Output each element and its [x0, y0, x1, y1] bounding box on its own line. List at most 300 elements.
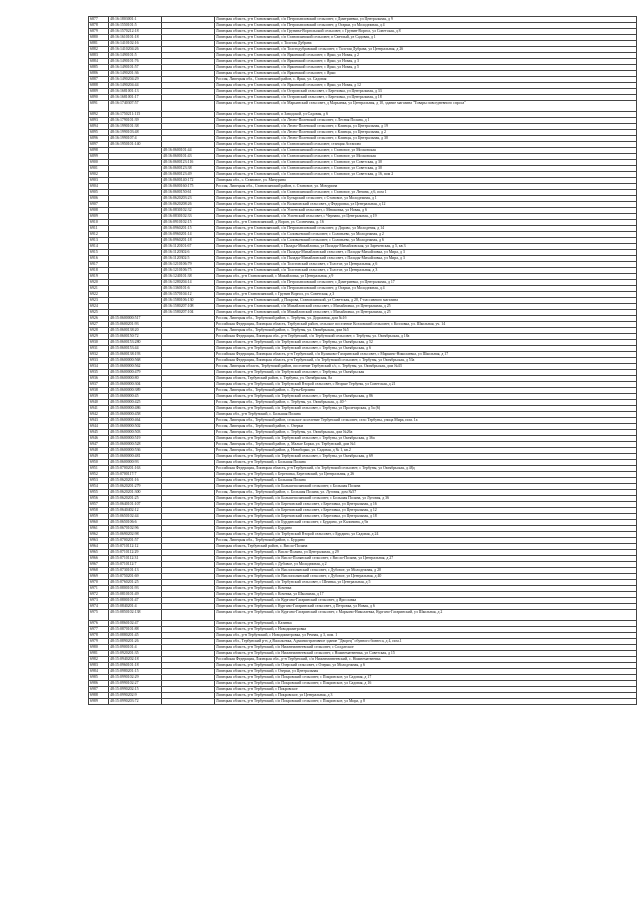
address-cell: Липецкая область, р-н Тербунский, с/п Бурдинский сельсовет, с Бурдино, ул Калинина, д 9а	[215, 520, 637, 526]
cadastral-number-cell: 48:15:0900101:4	[109, 645, 162, 651]
address-cell: Липецкая обл., р-н Тербунский, с. Большая Поляна	[215, 412, 637, 418]
cadastral-number-cell: 48:15:0940202:18	[109, 657, 162, 663]
row-number-cell: 6895	[89, 130, 109, 136]
row-number-cell: 6983	[89, 663, 109, 669]
row-number-cell: 6888	[89, 83, 109, 89]
related-cadastral-number-cell: 48:16:0830102:33	[162, 214, 215, 220]
cadastral-number-cell: 48:15:0700117:7	[109, 472, 162, 478]
cadastral-number-cell: 48:15:0850102:138	[109, 610, 162, 621]
related-cadastral-number-cell	[162, 699, 215, 705]
address-cell: Липецкая область, р-н Становлянский, с/п Петропавловский сельсовет, с Дмитриевка, ул Центральная, д 9	[215, 17, 637, 23]
address-cell: Россия, Липецкая обл., Тербунский район, с. Луты-Берлина	[215, 388, 637, 394]
address-cell: Липецкая область, р-н Становлянский, п Заводской, ул Садовая, д 6	[215, 112, 637, 118]
cadastral-number-cell: 48:15:0600201:93	[109, 322, 162, 328]
address-cell: Россия, Липецкая обл., Тербунский район, с. Тербуны, ул. Дорожная, дом №1б	[215, 316, 637, 322]
row-number-cell: 6941	[89, 406, 109, 412]
row-number-cell: 6919	[89, 274, 109, 280]
related-cadastral-number-cell: 48:16:0600123:49	[162, 172, 215, 178]
row-number-cell: 6933	[89, 358, 109, 364]
row-number-cell: 6937	[89, 382, 109, 388]
address-cell: Липецкая область, р-н Становлянский, с/п Соловьевский сельсовет, с Соловьево, ул Молодежная, д 6	[215, 238, 637, 244]
cadastral-number-cell: 48:15:0600000:562	[109, 364, 162, 370]
address-cell: Липецкая область, р-н Тербунский, с/п Тербунский Второй сельсовет, с Вторые Тербуны, ул Советская, д 21	[215, 382, 637, 388]
address-cell: Липецкая обл., р-н Тербунский, с Новодимитровка, ул Речная, д 3, пом. 1	[215, 633, 637, 639]
row-number-cell: 6970	[89, 580, 109, 586]
cadastral-number-cell: 48:15:0760201:25	[109, 580, 162, 586]
address-cell: Россия, Липецкая обл., Тербунский район, с. Бурдино	[215, 538, 637, 544]
row-number-cell: 6978	[89, 633, 109, 639]
row-number-cell: 6953	[89, 478, 109, 484]
address-cell: Липецкая область, р-н Становлянский, с/п Бутырский сельсовет, с Становое, ул Молодежная, д 1	[215, 196, 637, 202]
address-cell: Липецкая область, р-н Становлянский, с/п Становлянский сельсовет, с Становое, ул Советская, д 30	[215, 160, 637, 166]
row-number-cell: 6904	[89, 184, 109, 190]
row-number-cell: 6984	[89, 669, 109, 675]
related-cadastral-number-cell: 48:16:1360101:6	[162, 286, 215, 292]
row-number-cell: 6960	[89, 520, 109, 526]
cadastral-number-cell: 48:15:0600153:44	[109, 346, 162, 352]
address-cell: Россия, Липецкая обл., Тербунский район, с. Тербуны, ул. Октябрьская, дом №26а	[215, 430, 637, 436]
cadastral-number-cell: 48:15:0990102:29	[109, 675, 162, 681]
row-number-cell: 6900	[89, 160, 109, 166]
cadastral-number-cell: 48:16:1410204:26	[109, 47, 162, 53]
address-cell: Липецкая область, р-н Тербунский, с/п Тербунский сельсовет, с Тербуны, ул Октябрьская, д 52	[215, 340, 637, 346]
address-cell: Липецкая обл., с. Становое, ул. Мичурина	[215, 178, 637, 184]
address-cell: Липецкая область, Тербунский район, с. Висло-Поляна	[215, 544, 637, 550]
address-cell: Липецкая область, р-н Тербунский, с/п Тербунский сельсовет, с Тербуны, ул Октябрьская, д 86	[215, 394, 637, 400]
address-cell: Россия, Липецкая обл., Тербунский район, сельское поселение Тербунский сельсовет, село Тербуны, улица Мира, пом. 1а	[215, 418, 637, 424]
address-cell: Липецкая область, р-н Тербунский, с/п Березовский сельсовет, с Березовка, ул Центральная, д 12	[215, 508, 637, 514]
row-number-cell: 6902	[89, 172, 109, 178]
row-number-cell: 6964	[89, 544, 109, 550]
row-number-cell: 6905	[89, 190, 109, 196]
address-cell: Липецкая область, р-н Становлянский, с/п Яркинский сельсовет, с Ярки, ул Новая, д 3	[215, 59, 637, 65]
table-row	[89, 101, 637, 112]
row-number-cell: 6971	[89, 586, 109, 592]
cadastral-number-cell: 48:16:1550101:5	[109, 23, 162, 29]
related-cadastral-number-cell: 48:16:0600123:38	[162, 166, 215, 172]
address-cell: Липецкая область, р-н Становлянский, с/п Петропавловский сельсовет, с Дмитриевка, ул Центральная, д 17	[215, 280, 637, 286]
row-number-cell: 6884	[89, 59, 109, 65]
row-number-cell: 6908	[89, 208, 109, 214]
cadastral-number-cell: 48:16:1490101:5	[109, 53, 162, 59]
row-number-cell: 6958	[89, 508, 109, 514]
address-cell: Липецкая область, р-н Тербунский, с Бурдино	[215, 526, 637, 532]
related-cadastral-number-cell	[162, 101, 215, 112]
related-cadastral-number-cell: 48:16:0960201:15	[162, 226, 215, 232]
cadastral-number-cell: 48:15:0600000:425	[109, 400, 162, 406]
cadastral-number-cell: 48:15:0920201:35	[109, 651, 162, 657]
row-number-cell: 6914	[89, 244, 109, 250]
row-number-cell: 6923	[89, 298, 109, 304]
cadastral-number-cell: 48:15:0600000:568	[109, 358, 162, 364]
address-cell: Липецкая область, р-н Тербунский, с/п Тербунский сельсовет, с Тербуны, ул Пролетарская, д 5а (6)	[215, 406, 637, 412]
cadastral-number-cell: 48:15:0600000:464	[109, 418, 162, 424]
row-number-cell: 6890	[89, 95, 109, 101]
cadastral-number-cell: 48:15:0620201:16	[109, 478, 162, 484]
cadastral-number-cell: 48:16:1681001:17	[109, 95, 162, 101]
cadastral-number-cell: 48:15:0600000:486	[109, 406, 162, 412]
address-cell: Липецкая область, р-н Становлянский, с/п Толстовский сельсовет, с Толстое, ул Центральная, д 3	[215, 268, 637, 274]
cadastral-number-cell: 48:15:0750201:69	[109, 574, 162, 580]
cadastral-number-cell: 48:15:0880201:45	[109, 633, 162, 639]
related-cadastral-number-cell: 48:16:0600101:43	[162, 154, 215, 160]
address-cell: Липецкая область, р-н Становлянский, с/п Лесно-Полевской сельсовет, с Лесная Поляна, д 1	[215, 118, 637, 124]
row-number-cell: 6952	[89, 472, 109, 478]
row-number-cell: 6877	[89, 17, 109, 23]
address-cell: Россия, Липецкая обл., Тербунский район, с. Тербуны, ул. Октябрьская, д. 40 ^	[215, 400, 637, 406]
row-number-cell: 6896	[89, 136, 109, 142]
related-cadastral-number-cell: 48:16:1580106:130	[162, 298, 215, 304]
address-cell: Липецкая обл., р-н Становлянский, с Михайловка, ул Центральная, д 9	[215, 274, 637, 280]
row-number-cell: 6959	[89, 514, 109, 520]
address-cell: Российская Федерация, Липецкая область, р-н Тербунский, с/п Куликово-Гагаринский сельсовет, с Марьино-Николаевка, ул Школьная, д 17	[215, 352, 637, 358]
row-number-cell: 6911	[89, 226, 109, 232]
address-cell: Липецкая область, р-н Становлянский, с/п Успенский сельсовет, с Чернава, ул Центральная, д 19	[215, 214, 637, 220]
cadastral-number-cell: 48:15:0710112:29	[109, 550, 162, 556]
cadastral-number-cell: 48:16:1490204:29	[109, 77, 162, 83]
row-number-cell: 6981	[89, 651, 109, 657]
related-cadastral-number-cell: 48:16:0600150:61	[162, 190, 215, 196]
address-cell: Липецкая обл., р-н Становлянский, с Грунин Воргол, ул. Советская, д 3	[215, 292, 637, 298]
row-number-cell: 6972	[89, 592, 109, 598]
related-cadastral-number-cell: 48:16:0620208:26	[162, 202, 215, 208]
address-cell: Липецкая область, р-н Тербунский, с/п Тербунский сельсовет, с Тербуны, ул Октябрьская, д 69	[215, 454, 637, 460]
address-cell: Липецкая область, р-н Тербунский, с Кургано-Гагаринский сельсовет, д Петровка, ул Новая, д 6	[215, 604, 637, 610]
cadastral-number-cell: 48:15:0990203:72	[109, 699, 162, 705]
address-cell: Липецкая область, р-н Становлянский, с Толстая Дубрава	[215, 41, 637, 47]
cadastral-number-cell: 48:15:0690202:98	[109, 532, 162, 538]
cadastral-number-cell: 48:15:0700201:163	[109, 466, 162, 472]
address-cell: Липецкая область, р-н Становлянский, с/п Становлянский сельсовет, с Становое, ул Советская, д 16, пом 2	[215, 172, 637, 178]
address-cell: Липецкая область, р-н Тербунский, с/п Кургано-Гагаринский сельсовет, д Ярославка	[215, 598, 637, 604]
row-number-cell: 6920	[89, 280, 109, 286]
address-cell: Липецкая область, р-н Становлянский, с/п Марьинский сельсовет, д Марьинка, ул Центральная, д 10, здание магазина "Товары повседневного спроса"	[215, 101, 637, 112]
address-cell: Липецкая область, р-н Тербунский, с Березовка, Березовский, ул Центральная, д 26	[215, 472, 637, 478]
address-cell: Липецкая область, р-н Тербунский, с Казинка	[215, 621, 637, 627]
row-number-cell: 6880	[89, 35, 109, 41]
row-number-cell: 6973	[89, 598, 109, 604]
row-number-cell: 6968	[89, 568, 109, 574]
address-cell: Липецкая область, р-н Тербунский, с/п Вислополянский сельсовет, с Дубовое, ул Центральная, д 40	[215, 574, 637, 580]
cadastral-number-cell: 48:15:0860102:47	[109, 621, 162, 627]
address-cell: Российская Федерация, Липецкая обл., р-н Тербунский, с/п Тербунский сельсовет, с Тербуны, ул. Октябрьская, д 18а	[215, 334, 637, 340]
address-cell: Липецкая область, р-н Тербунский, с Большая Поляна	[215, 478, 637, 484]
row-number-cell: 6948	[89, 448, 109, 454]
cadastral-number-cell: 48:15:0600000:45	[109, 394, 162, 400]
row-number-cell: 6925	[89, 310, 109, 316]
row-number-cell: 6917	[89, 262, 109, 268]
related-cadastral-number-cell: 48:16:0600101:44	[162, 148, 215, 154]
row-number-cell: 6889	[89, 89, 109, 95]
related-cadastral-number-cell: 48:16:1120302:5	[162, 256, 215, 262]
address-cell: Липецкая область, р-н Становлянский, с/п Становлянский сельсовет, станция Астапово	[215, 142, 637, 148]
cadastral-number-cell: 48:16:1410102:16	[109, 41, 162, 47]
row-number-cell: 6928	[89, 328, 109, 334]
address-cell: Липецкая область, р-н Тербунский, с/п Кургано-Гагаринский сельсовет, с Марьино-Николаевка, Кургано-Гагаринский, ул Школьная, д 2	[215, 610, 637, 621]
cadastral-number-cell: 48:15:0800101:93	[109, 586, 162, 592]
related-cadastral-number-cell: 48:16:0600160:175	[162, 184, 215, 190]
address-cell: Липецкая область, р-н Становлянский, с/п Яркинский сельсовет, с Ярки, ул Новая, д 5	[215, 65, 637, 71]
address-cell: Липецкая область, р-н Тербунский, с Висло-Поляна, ул Центральная, д 29	[215, 550, 637, 556]
address-cell: Липецкая область, р-н Становлянский, с/п Яркинский сельсовет, с Ярки, ул Новая, д 2	[215, 53, 637, 59]
address-cell: Россия, Липецкая обл., Тербунский район, с. Тербуны, ул. Октябрьская, дом №5	[215, 328, 637, 334]
cadastral-number-cell: 48:15:0600000:304	[109, 382, 162, 388]
row-number-cell: 6907	[89, 202, 109, 208]
row-number-cell: 6898	[89, 148, 109, 154]
row-number-cell: 6987	[89, 687, 109, 693]
related-cadastral-number-cell: 48:16:1120101:67	[162, 244, 215, 250]
row-number-cell: 6910	[89, 220, 109, 226]
cadastral-number-cell: 48:15:0600138:193	[109, 352, 162, 358]
address-cell: Липецкая область, р-н Становлянский, с/п Успенский сельсовет, с Мешковка, ул Новая, д 6	[215, 208, 637, 214]
row-number-cell: 6932	[89, 352, 109, 358]
address-cell: Липецкая область, р-н Становлянский, с/п Толстодубравский сельсовет, с Толстая Дубрава, ул Центральная, д 26	[215, 47, 637, 53]
address-cell: Россия, Липецкая область, Тербунский район, поселение Тербунский с/с, с. Тербуны, ул. Октябрьская, дом №43	[215, 364, 637, 370]
row-number-cell: 6949	[89, 454, 109, 460]
row-number-cell: 6901	[89, 166, 109, 172]
address-cell: Липецкая область, р-н Тербунский, с/п Березовский сельсовет, с Березовка, ул Центральная, д 18	[215, 514, 637, 520]
row-number-cell: 6975	[89, 610, 109, 621]
related-cadastral-number-cell: 48:16:1240101:38	[162, 274, 215, 280]
cadastral-number-cell: 48:15:0710112:12	[109, 544, 162, 550]
row-number-cell: 6967	[89, 562, 109, 568]
row-number-cell: 6985	[89, 675, 109, 681]
row-number-cell: 6915	[89, 250, 109, 256]
cadastral-number-cell: 48:16:1990107:4	[109, 136, 162, 142]
row-number-cell: 6966	[89, 556, 109, 562]
row-number-cell: 6976	[89, 621, 109, 627]
cadastral-number-cell: 48:15:0670102:96	[109, 526, 162, 532]
address-cell: Липецкая область, р-н Тербунский, с/п Нижнематвеевский сельсовет, с Нижнематвеевка, ул Советская, д 15	[215, 651, 637, 657]
cadastral-number-cell: 48:15:0620201:25	[109, 496, 162, 502]
row-number-cell: 6882	[89, 47, 109, 53]
cadastral-number-cell: 48:15:0600000:528	[109, 442, 162, 448]
address-cell: Липецкая область, р-н Тербунский, с Дубовое, ул Молодежная, д 2	[215, 562, 637, 568]
row-number-cell: 6969	[89, 574, 109, 580]
cadastral-number-cell: 48:16:1490101:76	[109, 59, 162, 65]
row-number-cell: 6934	[89, 364, 109, 370]
address-cell: Липецкая обл., р-н Становлянский, д Ворон, ул. Солнечная, д. 16	[215, 220, 637, 226]
cadastral-number-cell: 48:15:0890201:26	[109, 639, 162, 645]
row-number-cell: 6989	[89, 699, 109, 705]
cadastral-number-cell: 48:15:0600000:481	[109, 454, 162, 460]
cadastral-number-cell: 48:16:1740307:57	[109, 101, 162, 112]
cadastral-number-cell: 48:16:1681001:13	[109, 89, 162, 95]
related-cadastral-number-cell: 48:16:0960201:14	[162, 232, 215, 238]
row-number-cell: 6893	[89, 118, 109, 124]
cadastral-number-cell: 48:15:0990202:9	[109, 693, 162, 699]
row-number-cell: 6936	[89, 376, 109, 382]
address-cell: Российская Федерация, Липецкая область, р-н Тербунский, с/п Тербунский сельсовет, с Тербуны, ул Октябрьская, д 48д	[215, 466, 637, 472]
address-cell: Россия, Липецкая обл., Становлянский район, с. Становое, ул. Мичурина	[215, 184, 637, 190]
related-cadastral-number-cell: 48:16:0960201:18	[162, 238, 215, 244]
cadastral-number-cell: 48:15:0700201:57	[109, 538, 162, 544]
row-number-cell: 6916	[89, 256, 109, 262]
cadastral-number-cell: 48:15:0600000:389	[109, 388, 162, 394]
cadastral-number-cell: 48:15:0710112:31	[109, 556, 162, 562]
cadastral-number-cell: 48:15:0600000:502	[109, 424, 162, 430]
address-cell: Россия, Липецкая обл., Тербунский район, с. Большая Поляна, ул. Луговая, дом №57	[215, 490, 637, 496]
cadastral-number-cell: 48:15:0810101:49	[109, 592, 162, 598]
row-number-cell: 6945	[89, 430, 109, 436]
address-cell: Липецкая область, р-н Тербунский, с Новодимитровка	[215, 627, 637, 633]
address-cell: Россия, Липецкая обл., Тербунский район, д. Новоборки, ул. Садовая, д № 1, кв.2	[215, 448, 637, 454]
cadastral-number-cell: 48:16:1490201:36	[109, 71, 162, 77]
address-cell: Липецкая область, р-н Тербунский, с/п Озерский сельсовет, с Озерки, ул Молодежная, д 6	[215, 663, 637, 669]
address-cell: Липецкая область, р-н Тербунский, с/п Березовский сельсовет, с Березовка, ул Центральная, д 16	[215, 502, 637, 508]
cadastral-number-cell: 48:15:0600000:536	[109, 448, 162, 454]
address-cell: Липецкая область, р-н Становлянский, с/п Становлянский сельсовет, п Светлый, ул Садовая, д 1	[215, 35, 637, 41]
address-cell: Липецкая область, р-н Становлянский, с/п Островский сельсовет, с Березовка, ул Центральная, д 33	[215, 89, 637, 95]
cadastral-number-cell: 48:15:0840201:4	[109, 604, 162, 610]
cadastral-number-cell: 48:16:1490101:57	[109, 65, 162, 71]
row-number-cell: 6963	[89, 538, 109, 544]
cadastral-number-cell: 48:15:0710112:7	[109, 562, 162, 568]
address-cell: Российская Федерация, Липецкая обл., р-н Тербунский, с/п Нижнематвеевский, с. Нижнематвеевка	[215, 657, 637, 663]
related-cadastral-number-cell	[162, 610, 215, 621]
row-number-cell: 6906	[89, 196, 109, 202]
row-number-cell: 6954	[89, 484, 109, 490]
row-number-cell: 6977	[89, 627, 109, 633]
row-number-cell: 6982	[89, 657, 109, 663]
cadastral-number-cell: 48:15:0640402:12	[109, 508, 162, 514]
address-cell: Липецкая область, р-н Становлянский, с/п Палады-Михайловский сельсовет, с Палады-Михайловка, ул Мира, д 3	[215, 256, 637, 262]
cadastral-number-cell: 48:15:0600153:280	[109, 340, 162, 346]
address-cell: Липецкая область, р-н Тербунский, с/п Тербунский Второй сельсовет, с Бурдино, ул Садовая, д 24	[215, 532, 637, 538]
cadastral-number-cell: 48:15:0980201:15	[109, 669, 162, 675]
row-number-cell: 6878	[89, 23, 109, 29]
related-cadastral-number-cell: 48:16:1210106:79	[162, 262, 215, 268]
cadastral-number-cell: 48:16:1990101:38	[109, 124, 162, 130]
row-number-cell: 6927	[89, 322, 109, 328]
address-cell: Липецкая область, р-н Становлянский, с/п Становлянский сельсовет, с Становое, ул Советская, д 30	[215, 166, 637, 172]
address-cell: Липецкая область, р-н Становлянский, с/п Палады-Михайловский сельсовет, с Палады-Михайловка, ул Мира, д 3	[215, 250, 637, 256]
row-number-cell: 6903	[89, 178, 109, 184]
cadastral-number-cell: 48:15:0600138:20	[109, 328, 162, 334]
address-cell: Липецкая область, р-н Тербунский, с/п Большеполянский сельсовет, с Большая Поляна	[215, 484, 637, 490]
row-number-cell: 6957	[89, 502, 109, 508]
address-cell: Липецкая область, р-н Тербунский, с/п Тербунский сельсовет, с Тербуны, ул Октябрьская, д 36а	[215, 436, 637, 442]
cadastral-number-cell: 48:16:1990103:48	[109, 130, 162, 136]
address-cell: Липецкая область, р-н Тербунский, с/п Покровский сельсовет, с Покровское, ул Мира, д 8	[215, 699, 637, 705]
row-number-cell: 6930	[89, 340, 109, 346]
related-cadastral-number-cell: 48:16:1280204:14	[162, 280, 215, 286]
cadastral-number-cell: 48:16:1790101:39	[109, 118, 162, 124]
row-number-cell: 6924	[89, 304, 109, 310]
row-number-cell: 6980	[89, 645, 109, 651]
row-number-cell: 6962	[89, 532, 109, 538]
related-cadastral-number-cell: 48:16:1210106:75	[162, 268, 215, 274]
address-cell: Липецкая область, р-н Становлянский, с/п Михайловский сельсовет, с Михайловка, ул Центральная, д 25	[215, 310, 637, 316]
row-number-cell: 6965	[89, 550, 109, 556]
address-cell: Липецкая область, р-н Тербунский, с/п Покровский сельсовет, с Покровское, ул Садовая, д 17	[215, 675, 637, 681]
row-number-cell: 6912	[89, 232, 109, 238]
cadastral-number-cell: 48:15:0990102:27	[109, 681, 162, 687]
related-cadastral-number-cell: 48:16:1580207:104	[162, 310, 215, 316]
address-cell: Липецкая область, р-н Тербунский, с Кочевка, ул Школьная, д 17	[215, 592, 637, 598]
address-cell: Липецкая область, р-н Становлянский, с/п Яркинский сельсовет, с Ярки	[215, 71, 637, 77]
row-number-cell: 6951	[89, 466, 109, 472]
row-number-cell: 6879	[89, 29, 109, 35]
row-number-cell: 6881	[89, 41, 109, 47]
row-number-cell: 6974	[89, 604, 109, 610]
cadastral-number-cell: 48:16:1803001:1	[109, 17, 162, 23]
related-cadastral-number-cell: 48:16:0600123:116	[162, 160, 215, 166]
cadastral-number-cell: 48:15:0600000:93	[109, 460, 162, 466]
row-number-cell: 6913	[89, 238, 109, 244]
address-cell: Липецкая область, р-н Становлянский, с/п Михайловский сельсовет, с Михайловка, ул Центральная, д 25	[215, 304, 637, 310]
registry-table-body	[89, 17, 637, 705]
cadastral-number-cell: 48:16:1490204:44	[109, 83, 162, 89]
registry-table	[88, 16, 637, 705]
address-cell: Липецкая область, р-н Становлянский, с/п Лесно-Полевской сельсовет, с Клинцы, ул Центральная, д 30	[215, 136, 637, 142]
address-cell: Липецкая область, р-н Становлянский, с/п Лесно-Полевской сельсовет, с Клинцы, ул Центральная, д 19	[215, 124, 637, 130]
cadastral-number-cell: 48:16:1610101:18	[109, 35, 162, 41]
table-row	[89, 699, 637, 705]
address-cell: Липецкая область, р-н Становлянский, с Палады-Михайловка, ул Палады-Михайловская, ул Зареченская, д 5, кв 3	[215, 244, 637, 250]
address-cell: Липецкая область, р-н Тербунский, с/п Покровский сельсовет, с Покровское, ул Садовая, д 16	[215, 681, 637, 687]
row-number-cell: 6885	[89, 65, 109, 71]
address-cell: Липецкая область, р-н Тербунский, с Большая Поляна	[215, 460, 637, 466]
address-cell: Липецкая область, р-н Тербунский, с/п Тербунский сельсовет, с Тербуны, ул Октябрьская, д 6	[215, 346, 637, 352]
address-cell: Липецкая область, р-н Становлянский, с/п Становлянский сельсовет, с Становое, ул Московская	[215, 154, 637, 160]
address-cell: Липецкая область, р-н Становлянский, с/п Островский сельсовет, с Березовка, ул Центральная, д 18	[215, 95, 637, 101]
row-number-cell: 6931	[89, 346, 109, 352]
related-cadastral-number-cell: 48:16:1570104:12	[162, 292, 215, 298]
address-cell: Россия, Липецкая обл., Тербунский район, д. Малые Борки, ул. Тербунский, дом №1	[215, 442, 637, 448]
row-number-cell: 6883	[89, 53, 109, 59]
cadastral-number-cell: 48:15:0600000:503	[109, 430, 162, 436]
cadastral-number-cell: 48:15:0990202:15	[109, 687, 162, 693]
row-number-cell: 6986	[89, 681, 109, 687]
row-number-cell: 6947	[89, 442, 109, 448]
address-cell: Липецкая обл., Тербунский р-н, д Васильевка, Административное здание "Дворец" обувного бизнеса, д 4, пом.1	[215, 639, 637, 645]
related-cadastral-number-cell: 48:16:0600140:172	[162, 178, 215, 184]
row-number-cell: 6938	[89, 388, 109, 394]
address-cell: Липецкая область, р-н Становлянский, с/п Толстовский сельсовет, с Толстое, ул Центральная, д 6	[215, 262, 637, 268]
cadastral-number-cell: 48:16:1750211:115	[109, 112, 162, 118]
row-number-cell: 6918	[89, 268, 109, 274]
row-number-cell: 6921	[89, 286, 109, 292]
cadastral-number-cell: 48:15:0800101:47	[109, 598, 162, 604]
related-cadastral-number-cell: 48:16:0620203:23	[162, 196, 215, 202]
address-cell: Россия, Липецкая обл., Становлянский район, с. Ярки, ул. Садовая	[215, 77, 637, 83]
address-cell: Липецкая область, р-н Тербунский, с Озерки, ул Центральная	[215, 669, 637, 675]
cadastral-number-cell: 48:15:0600000:519	[109, 436, 162, 442]
address-cell: Липецкая область, р-н Становлянский, с/п Вольновский сельсовет, д Федоровка, ул Центральная, д 12	[215, 202, 637, 208]
address-cell: Липецкая область, р-н Тербунский, с Покровское, ул Центральная, д 3	[215, 693, 637, 699]
cadastral-number-cell: 48:15:0620201:300	[109, 490, 162, 496]
row-number-cell: 6988	[89, 693, 109, 699]
row-number-cell: 6961	[89, 526, 109, 532]
cadastral-number-cell: 48:15:0730101:13	[109, 568, 162, 574]
row-number-cell: 6940	[89, 400, 109, 406]
cadastral-number-cell: 48:16:1950101:140	[109, 142, 162, 148]
cadastral-number-cell: 48:15:0600000:458	[109, 412, 162, 418]
address-cell: Липецкая область, р-н Тербунский, с/п Нижнематвеевский сельсовет, с Солдатское	[215, 645, 637, 651]
row-number-cell: 6935	[89, 370, 109, 376]
address-cell: Липецкая область, р-н Становлянский, с/п Петропавловский сельсовет, д Огарки, ул Молодежная, д 4	[215, 286, 637, 292]
row-number-cell: 6939	[89, 394, 109, 400]
cadastral-number-cell: 48:15:0600000:517	[109, 316, 162, 322]
row-number-cell: 6897	[89, 142, 109, 148]
address-cell: Липецкая область, р-н Становлянский, с/п Становлянский сельсовет, с Становое, ул Ленина, д 6, пом 1	[215, 190, 637, 196]
address-cell: Липецкая область, р-н Становлянский, с/п Лесно-Полевской сельсовет, с Клинцы, ул Центральная, д 2	[215, 130, 637, 136]
cadastral-number-cell: 48:16:1570212:18	[109, 29, 162, 35]
row-number-cell: 6944	[89, 424, 109, 430]
cadastral-number-cell: 48:15:0650106:6	[109, 520, 162, 526]
row-number-cell: 6950	[89, 460, 109, 466]
